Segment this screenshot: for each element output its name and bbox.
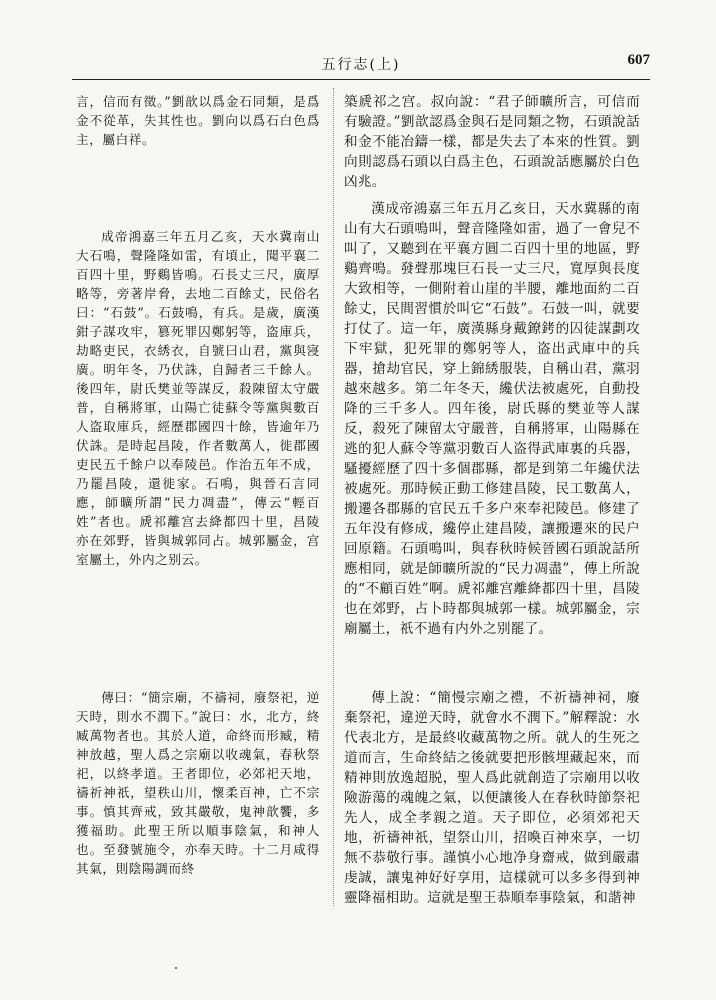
- column-divider: [333, 88, 334, 906]
- translation-paragraph-2: 漢成帝鴻嘉三年五月乙亥日，天水冀縣的南山有大石頭鳴叫，聲音隆隆如雷，過了一會兒不叫了，又聽到在平襄方圓二百四十里的地區，野鷄齊鳴。發聲那塊巨石長一丈三尺，寬厚與長度大致相等，一側附着山崖的半腰，離地面約二百餘丈，民間習慣於叫它“石鼓”。石鼓一叫，就要打仗了。這一年，廣漢縣身戴鐐銬的囚徒謀劃攻下牢獄，犯死罪的鄭躬等人，盗出武庫中的兵器，搶劫官民，穿上錦綉服裝，自稱山君，黨羽越來越多。第二年冬天，纔伏法被處死，自動投降的三千多人。四年後，尉氏縣的樊並等人謀反，殺死了陳留太守嚴普，自稱將軍，山陽縣在逃的犯人蘇令等黨羽數百人盗得武庫裏的兵器，騷擾經歷了四十多個郡縣，都是到第二年纔伏法被處死。那時候正動工修建昌陵，民工數萬人，搬遷各郡縣的官民五千多户來奉祀陵邑。修建了五年没有修成，纔停止建昌陵，讓搬遷來的民户回原籍。石頭鳴叫，與春秋時候晉國石頭說話所應相同，就是師曠所說的“民力凋盡”，傳上所說的“不顧百姓”啊。虒祁離宫離絳都四十里，昌陵也在郊野，占卜時都與城郭一樣。城郭屬金，宗廟屬土，祇不過有内外之别罷了。: [344, 201, 640, 637]
- page-header: [72, 52, 650, 76]
- page-number: 607: [627, 52, 650, 68]
- original-paragraph-3: 傳曰：“簡宗廟，不禱祠，廢祭祀，逆天時，則水不潤下。”說曰：水，北方，終臧萬物者也。其於人道，命終而形臧，精神放越，聖人爲之宗廟以收魂氣，春秋祭祀，以終孝道。王者即位，必郊祀天地，禱祈神祇，望秩山川，懷柔百神，亡不宗事。慎其齊戒，致其嚴敬，鬼神歆饗，多獲福助。此聖王所以順事陰氣，和神人也。至發號施令，亦奉天時。十二月咸得其氣，則陰陽調而終: [76, 690, 320, 876]
- translation-paragraph-3: 傳上說：“簡慢宗廟之禮，不祈禱神祠，廢棄祭祀，違逆天時，就會水不潤下。”解釋說：水代表北方，是最終收藏萬物之所。就人的生死之道而言，生命終結之後就要把形骸埋藏起來，而精神則放逸超脱，聖人爲此就創造了宗廟用以收險游蕩的魂魄之氣，以便讓後人在春秋時節祭祀先人，成全孝親之道。天子即位，必須郊祀天地，祈禱神祇，望祭山川，招喚百神來享，一切無不恭敬行事。謹慎小心地净身齋戒，做到嚴肅虔誠，讓鬼神好好享用，這樣就可以多多得到神靈降福相助。這就是聖王恭順奉事陰氣，和諧神: [344, 690, 640, 906]
- header-rule: [72, 79, 650, 80]
- original-paragraph-2: 成帝鴻嘉三年五月乙亥，天水冀南山大石鳴，聲隆隆如雷，有頃止，聞平襄二百四十里，野鷄皆鳴。石長丈三尺，廣厚略等，旁著岸脅，去地二百餘丈，民俗名曰：“石鼓”。石鼓鳴，有兵。是歲，廣漢鉗子謀攻牢，篡死罪囚鄭躬等，盗庫兵，劫略吏民，衣綉衣，自號曰山君，黨與寖廣。明年冬，乃伏誅，自歸者三千餘人。後四年，尉氏樊並等謀反，殺陳留太守嚴普，自稱將軍，山陽亡徒蘇令等黨與數百人盗取庫兵，經歷郡國四十餘，皆逾年乃伏誅。是時起昌陵，作者數萬人，徙郡國吏民五千餘户以奉陵邑。作治五年不成，乃罷昌陵，還徙家。石鳴，與晉石言同應，師曠所謂“民力凋盡”，傳云“輕百姓”者也。虒祁離宫去絳都四十里，昌陵亦在郊野，皆與城郭同占。城郭屬金，宫室屬土，外内之别云。: [76, 229, 320, 567]
- original-paragraph-1: 言，信而有徵。”劉歆以爲金石同類，是爲金不從革，失其性也。劉向以爲石白色爲主，屬白祥。: [76, 94, 320, 147]
- translation-paragraph-1: 築虒祁之宫。叔向說：“君子師曠所言，可信而有驗證。”劉歆認爲金與石是同類之物，石頭說話和金不能冶鑄一樣，都是失去了本來的性質。劉向則認爲石頭以白爲主色，石頭說話應屬於白色凶兆。: [344, 94, 640, 190]
- running-title: 五行志(上): [321, 57, 401, 73]
- page-dot-mark: [175, 967, 177, 969]
